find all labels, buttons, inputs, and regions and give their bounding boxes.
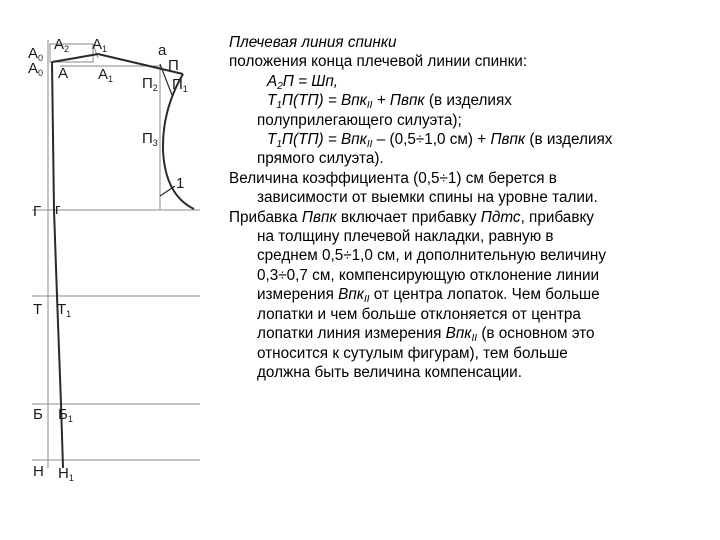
text-line-10-e: , прибавку bbox=[520, 208, 594, 226]
text-line-11: на толщину плечевой накладки, равную в bbox=[257, 228, 554, 246]
label-g1: г bbox=[55, 201, 61, 218]
text-line-8: Величина коэффициента (0,5÷1) см берется в bbox=[229, 169, 557, 187]
text-line-14-b: Впк bbox=[338, 286, 364, 304]
text-line-17: относится к сутулым фигурам), тем больше bbox=[257, 344, 568, 362]
text-line-14-c: от центра лопаток. Чем больше bbox=[369, 286, 600, 304]
label-a1-top: $А_1$ bbox=[92, 36, 108, 54]
text-line-10-a: Прибавка bbox=[229, 208, 302, 226]
formula-3-d: Пвпк bbox=[490, 131, 526, 149]
formula-1-a: А bbox=[267, 72, 278, 90]
formula-1 bbox=[229, 72, 709, 91]
label-a-small: а bbox=[158, 42, 167, 59]
formula-1-a-sub: 2 bbox=[277, 80, 283, 92]
text-line-14-b-sub: II bbox=[363, 294, 370, 306]
back-line-upper bbox=[52, 62, 54, 210]
text-line-16-a: лопатки линия измерения bbox=[257, 325, 446, 343]
text-line-16-c: (в основном это bbox=[477, 325, 595, 343]
text-line-13: 0,3÷0,7 см, компенсирующую отклонение линии bbox=[257, 266, 600, 284]
construction-lines bbox=[32, 40, 200, 468]
text-line-10-d: Пдтс bbox=[480, 208, 521, 226]
contour-lines bbox=[52, 54, 194, 468]
text-line-10 bbox=[229, 208, 709, 227]
text-line-12: среднем 0,5÷1,0 см, и дополнительную величину bbox=[257, 247, 606, 265]
label-a2: $А_2$ bbox=[54, 36, 70, 54]
label-p1: $П_1$ bbox=[172, 76, 188, 94]
formula-1-b: П = Шп, bbox=[282, 72, 339, 90]
formula-3-a: Т bbox=[267, 131, 277, 149]
neck-curve bbox=[52, 54, 98, 62]
label-b: Б bbox=[33, 406, 43, 423]
text-line-16 bbox=[229, 324, 709, 343]
label-h: Н bbox=[33, 463, 44, 480]
pattern-drawing bbox=[0, 0, 225, 540]
back-line-middle bbox=[54, 210, 57, 296]
formula-3-e: (в изделиях bbox=[525, 131, 613, 149]
label-h1: $Н_1$ bbox=[58, 465, 74, 483]
text-line-5: полуприлегающего силуэта); bbox=[257, 111, 462, 129]
formula-2-a-sub: 1 bbox=[276, 100, 282, 112]
label-b1: $Б_1$ bbox=[58, 406, 73, 424]
text-line-9: зависимости от выемки спины на уровне талии. bbox=[257, 189, 598, 207]
formula-2-d: (в изделиях bbox=[424, 92, 512, 110]
label-one: 1 bbox=[176, 175, 185, 192]
text-line-15: лопатки и чем больше отклоняется от центра bbox=[257, 305, 581, 323]
formula-2 bbox=[229, 91, 709, 110]
text-line-16-b-sub: II bbox=[471, 333, 478, 345]
formula-2-c: + Пвпк bbox=[372, 92, 425, 110]
formula-2-a: Т bbox=[267, 92, 277, 110]
formula-2-b: П(ТП) = Впк bbox=[281, 92, 367, 110]
formula-3-c: – (0,5÷1,0 см) + bbox=[372, 131, 491, 149]
label-p: П bbox=[168, 57, 179, 74]
text-line-10-c: включает прибавку bbox=[336, 208, 481, 226]
text-line-10-b: Пвпк bbox=[301, 208, 337, 226]
label-a1: $А_1$ bbox=[98, 66, 114, 84]
label-t1: $Т_1$ bbox=[57, 301, 72, 319]
formula-3-b-sub: II bbox=[366, 139, 373, 151]
label-a0-b: $А_0$ bbox=[28, 60, 44, 78]
text-line-18: должна быть величина компенсации. bbox=[257, 363, 522, 381]
formula-2-b-sub: II bbox=[366, 100, 373, 112]
section-heading: Плечевая линия спинки bbox=[229, 34, 397, 51]
label-p3: $П_3$ bbox=[142, 130, 158, 148]
label-p2: $П_2$ bbox=[142, 75, 158, 93]
text-line-7: прямого силуэта). bbox=[257, 150, 384, 168]
label-a0: $А_0$ bbox=[28, 45, 44, 63]
label-g: Г bbox=[33, 203, 42, 220]
formula-3-b: П(ТП) = Впк bbox=[281, 131, 367, 149]
description-text bbox=[229, 33, 709, 382]
formula-3 bbox=[229, 130, 709, 149]
text-line-16-b: Впк bbox=[445, 325, 472, 343]
text-line-2: положения конца плечевой линии спинки: bbox=[229, 53, 528, 71]
pattern-drawing-svg bbox=[0, 0, 225, 540]
text-line-14-a: измерения bbox=[257, 286, 339, 304]
formula-3-a-sub: 1 bbox=[276, 139, 282, 151]
label-t: Т bbox=[33, 301, 43, 318]
label-a: А bbox=[58, 65, 69, 82]
text-line-14 bbox=[229, 285, 709, 304]
